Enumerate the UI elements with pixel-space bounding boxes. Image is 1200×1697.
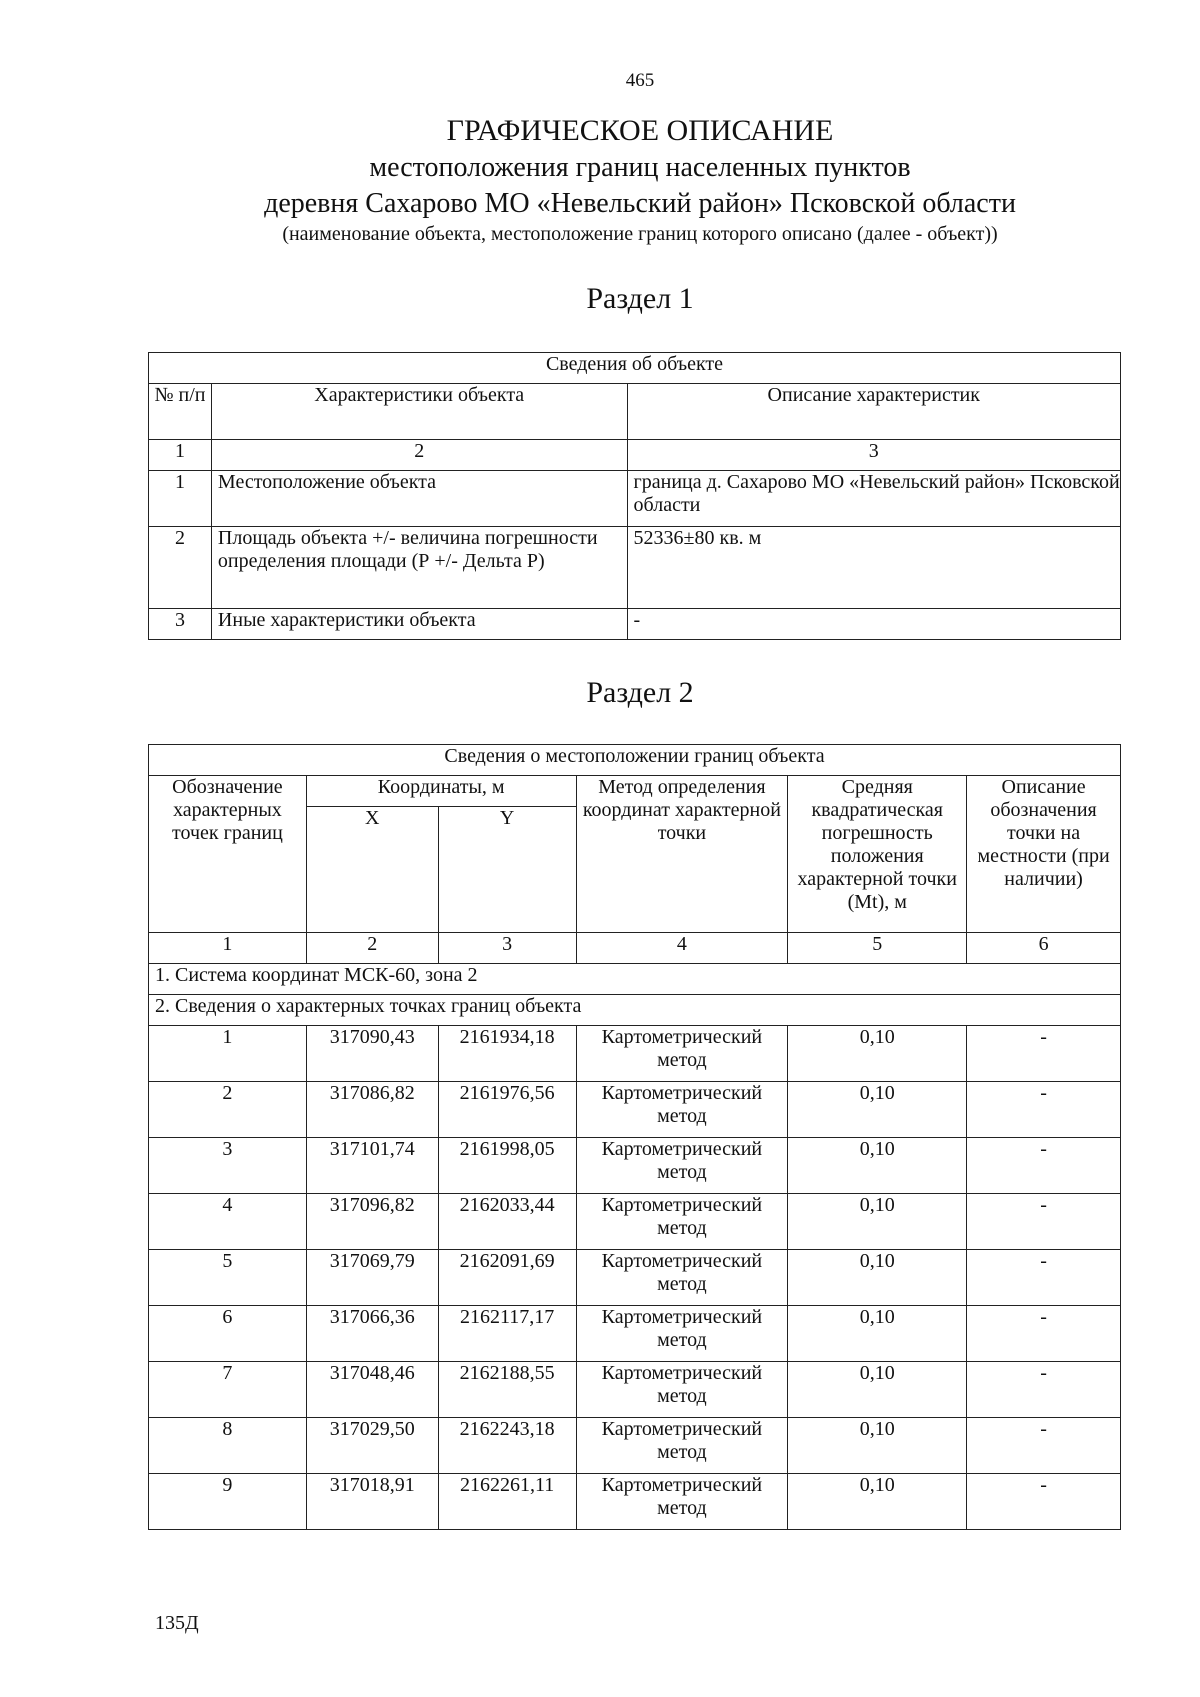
point-number: 2 [149,1082,307,1138]
point-number: 4 [149,1194,307,1250]
object-name-caption: (наименование объекта, местоположение границ которого описано (далее - объект)) [282,223,998,245]
coord-x: 317086,82 [306,1082,438,1138]
mean-error: 0,10 [788,1362,967,1418]
method: Картометрический метод [576,1362,788,1418]
table-row [149,1418,1121,1474]
column-number: 3 [627,440,1120,471]
point-number: 8 [149,1418,307,1474]
point-number: 9 [149,1474,307,1530]
document-subtitle: местоположения границ населенных пунктов [369,152,911,183]
coord-y: 2161998,05 [438,1138,576,1194]
mean-error: 0,10 [788,1138,967,1194]
point-number: 5 [149,1250,307,1306]
mean-error: 0,10 [788,1306,967,1362]
column-number: 3 [438,933,576,964]
mean-error: 0,10 [788,1082,967,1138]
column-numbers-row [149,440,1121,471]
header-error: Средняя квадратическая погрешность положения характерной точки (Mt), м [788,776,967,933]
coord-y: 2161976,56 [438,1082,576,1138]
object-info-caption: Сведения об объекте [149,353,1121,384]
mean-error: 0,10 [788,1474,967,1530]
method: Картометрический метод [576,1250,788,1306]
header-x: X [306,807,438,933]
mean-error: 0,10 [788,1026,967,1082]
page-number: 465 [625,70,655,91]
section1-heading: Раздел 1 [586,282,694,315]
method: Картометрический метод [576,1194,788,1250]
coord-x: 317090,43 [306,1026,438,1082]
document-code: 135Д [155,1612,199,1634]
point-number: 3 [149,1138,307,1194]
header-y: Y [438,807,576,933]
boundary-points-table [148,744,1121,1530]
header-coordinates: Координаты, м [306,776,576,807]
column-number: 2 [211,440,627,471]
row-number: 2 [149,527,212,609]
column-number: 5 [788,933,967,964]
document-title: ГРАФИЧЕСКОЕ ОПИСАНИЕ [446,114,834,147]
characteristic-name: Иные характеристики объекта [211,609,627,640]
coord-y: 2162091,69 [438,1250,576,1306]
point-number: 6 [149,1306,307,1362]
table-row [149,1026,1121,1082]
coord-x: 317101,74 [306,1138,438,1194]
characteristic-value: - [627,609,1120,640]
column-number: 6 [967,933,1121,964]
method: Картометрический метод [576,1026,788,1082]
coord-y: 2161934,18 [438,1026,576,1082]
point-description: - [967,1474,1121,1530]
column-number: 2 [306,933,438,964]
characteristic-value: 52336±80 кв. м [627,527,1120,609]
row-number: 3 [149,609,212,640]
method: Картометрический метод [576,1418,788,1474]
point-description: - [967,1138,1121,1194]
header-point: Обозначение характерных точек границ [149,776,307,933]
method: Картометрический метод [576,1082,788,1138]
boundary-caption: Сведения о местоположении границ объекта [149,745,1121,776]
section2-heading: Раздел 2 [586,676,694,709]
method: Картометрический метод [576,1138,788,1194]
column-number: 4 [576,933,788,964]
table-row [149,1250,1121,1306]
column-numbers-row [149,933,1121,964]
table-row [149,609,1121,640]
coord-y: 2162188,55 [438,1362,576,1418]
table-row [149,1138,1121,1194]
mean-error: 0,10 [788,1418,967,1474]
coordinate-system-row: 1. Система координат МСК-60, зона 2 [149,964,1121,995]
table-row [149,1194,1121,1250]
point-number: 7 [149,1362,307,1418]
coord-y: 2162261,11 [438,1474,576,1530]
method: Картометрический метод [576,1306,788,1362]
header-method: Метод определения координат характерной точки [576,776,788,933]
coord-x: 317018,91 [306,1474,438,1530]
coord-x: 317048,46 [306,1362,438,1418]
table-row [149,1474,1121,1530]
point-description: - [967,1418,1121,1474]
table-row [149,1362,1121,1418]
point-description: - [967,1306,1121,1362]
point-description: - [967,1194,1121,1250]
coord-y: 2162033,44 [438,1194,576,1250]
header-num: № п/п [149,384,212,440]
coord-x: 317096,82 [306,1194,438,1250]
column-number: 1 [149,440,212,471]
point-description: - [967,1082,1121,1138]
point-description: - [967,1026,1121,1082]
object-info-table [148,352,1121,640]
coord-y: 2162243,18 [438,1418,576,1474]
coord-x: 317066,36 [306,1306,438,1362]
point-description: - [967,1362,1121,1418]
row-number: 1 [149,471,212,527]
points-subheading-row: 2. Сведения о характерных точках границ объекта [149,995,1121,1026]
column-number: 1 [149,933,307,964]
coord-x: 317029,50 [306,1418,438,1474]
coord-y: 2162117,17 [438,1306,576,1362]
table-row [149,527,1121,609]
characteristic-value: граница д. Сахарово МО «Невельский район» Псковской области [627,471,1120,527]
header-point-description: Описание обозначения точки на местности (при наличии) [967,776,1121,933]
point-number: 1 [149,1026,307,1082]
object-name: деревня Сахарово МО «Невельский район» Псковской области [264,188,1016,219]
header-description: Описание характеристик [627,384,1120,440]
table-row [149,471,1121,527]
table-row [149,1082,1121,1138]
method: Картометрический метод [576,1474,788,1530]
characteristic-name: Площадь объекта +/- величина погрешности определения площади (Р +/- Дельта Р) [211,527,627,609]
table-row [149,1306,1121,1362]
coord-x: 317069,79 [306,1250,438,1306]
mean-error: 0,10 [788,1250,967,1306]
header-characteristics: Характеристики объекта [211,384,627,440]
mean-error: 0,10 [788,1194,967,1250]
characteristic-name: Местоположение объекта [211,471,627,527]
point-description: - [967,1250,1121,1306]
